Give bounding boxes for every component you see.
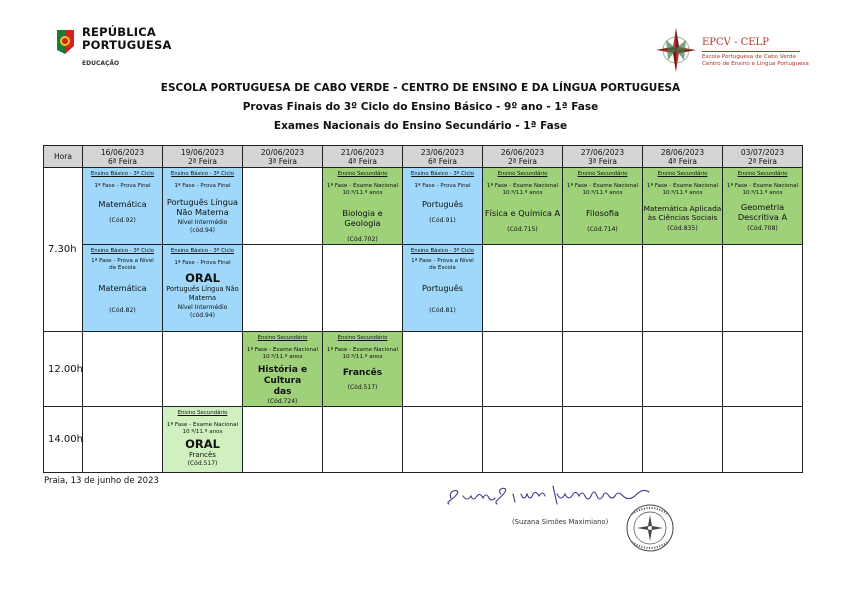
exam-phase: 1ª Fase - Exame Nacional xyxy=(166,422,239,428)
exam-phase: 1ª Fase - Exame Nacional xyxy=(726,183,799,189)
empty-cell xyxy=(563,245,643,332)
empty-cell xyxy=(483,245,563,332)
hour-cell: 12.00h xyxy=(44,332,83,407)
exam-level: Ensino Secundário xyxy=(577,171,628,177)
exam-phase: 1ª Fase - Prova a Nível de Escola xyxy=(91,258,154,271)
empty-cell xyxy=(723,245,803,332)
exam-subject: Matemática xyxy=(98,199,147,209)
exam-cell xyxy=(323,168,403,245)
col-header xyxy=(323,146,403,168)
exam-cell xyxy=(163,407,243,473)
col-date: 26/06/2023 xyxy=(500,147,545,157)
exam-level: Ensino Secundário xyxy=(657,171,708,177)
empty-cell xyxy=(243,245,323,332)
exam-subject: Francês xyxy=(342,368,383,378)
col-date: 21/06/2023 xyxy=(340,147,385,157)
exam-subject: Francês xyxy=(189,451,216,459)
exam-subject: Geometria Descritiva A xyxy=(737,202,788,222)
exam-cell xyxy=(243,332,323,407)
col-day: 6ª Feira xyxy=(428,156,457,166)
exam-code: (Cód.714) xyxy=(587,226,618,233)
empty-cell xyxy=(403,332,483,407)
exam-years: 10.º/11.º anos xyxy=(182,429,223,435)
empty-cell xyxy=(323,245,403,332)
exam-code: (Cód.724) xyxy=(267,398,298,405)
exam-level: Ensino Básico - 3º Ciclo xyxy=(90,248,155,254)
exam-code: (Cód.81) xyxy=(429,307,456,314)
exam-level: Ensino Secundário xyxy=(497,171,548,177)
exam-code: (Cód.91) xyxy=(429,217,456,224)
table-row xyxy=(44,168,803,245)
col-date: 23/06/2023 xyxy=(420,147,465,157)
col-header xyxy=(403,146,483,168)
col-header xyxy=(643,146,723,168)
col-day: 4ª Feira xyxy=(348,156,377,166)
col-date: 03/07/2023 xyxy=(740,147,785,157)
col-day: 3ª Feira xyxy=(588,156,617,166)
exam-cell xyxy=(643,168,723,245)
exam-level: Ensino Básico - 3º Ciclo xyxy=(90,171,155,177)
exam-subject: Matemática xyxy=(98,283,147,293)
compass-rose-icon xyxy=(654,26,698,76)
col-header xyxy=(163,146,243,168)
empty-cell xyxy=(563,332,643,407)
logo-line-3: EDUCAÇÃO xyxy=(82,60,120,67)
exam-level: Ensino Básico - 3º Ciclo xyxy=(170,171,235,177)
epcv-celp-logo xyxy=(654,26,809,78)
exam-subject: Biologia e Geologia xyxy=(342,208,383,228)
empty-cell xyxy=(83,332,163,407)
exam-phase: 1ª Fase - Exame Nacional xyxy=(566,183,639,189)
logo-divider xyxy=(702,51,800,52)
hour-cell: 14.00h xyxy=(44,407,83,473)
col-date: 16/06/2023 xyxy=(100,147,145,157)
col-header xyxy=(563,146,643,168)
exam-code: (Cód.702) xyxy=(347,236,378,243)
logo-subtitle-1: Escola Portuguesa de Cabo Verde xyxy=(702,54,796,60)
header-row xyxy=(44,146,803,168)
exam-level: Ensino Secundário xyxy=(257,335,308,341)
logo-line-2: PORTUGUESA xyxy=(82,38,172,52)
exam-code: (Cód.835) xyxy=(667,225,698,232)
exam-cell xyxy=(83,168,163,245)
empty-cell xyxy=(163,332,243,407)
col-date: 19/06/2023 xyxy=(180,147,225,157)
logo-line-1: REPÚBLICA xyxy=(82,25,156,39)
empty-cell xyxy=(643,245,723,332)
col-day: 6ª Feira xyxy=(108,156,137,166)
col-header xyxy=(243,146,323,168)
empty-cell xyxy=(723,407,803,473)
exam-phase: 1ª Fase - Prova Final xyxy=(174,183,231,189)
col-header xyxy=(483,146,563,168)
exam-years: 10.º/11.º anos xyxy=(662,190,703,196)
exam-code: (Cód.82) xyxy=(109,307,136,314)
exam-code: (cód.94) xyxy=(189,227,215,234)
exam-note: Nível Intermédio xyxy=(177,304,228,311)
exam-cell xyxy=(723,168,803,245)
empty-cell xyxy=(403,407,483,473)
exam-cell xyxy=(563,168,643,245)
exam-level: Ensino Básico - 3º Ciclo xyxy=(410,248,475,254)
exam-phase: 1ª Fase - Prova Final xyxy=(174,260,231,266)
exam-cell xyxy=(403,245,483,332)
exam-oral-label: ORAL xyxy=(185,271,220,285)
col-day: 4ª Feira xyxy=(668,156,697,166)
empty-cell xyxy=(243,168,323,245)
hour-header: Hora xyxy=(44,146,83,168)
exam-phase: 1ª Fase - Exame Nacional xyxy=(246,347,319,353)
table-row xyxy=(44,245,803,332)
logo-title: EPCV - CELP xyxy=(702,37,769,48)
exam-title-secondary: Exames Nacionais do Ensino Secundário - 1ª Fase xyxy=(273,120,568,132)
exam-code: (Cód.715) xyxy=(507,226,538,233)
exam-phase: 1ª Fase - Exame Nacional xyxy=(326,183,399,189)
exam-subject: Português xyxy=(421,199,464,209)
empty-cell xyxy=(243,407,323,473)
exam-cell xyxy=(83,245,163,332)
school-stamp-icon xyxy=(612,504,676,560)
col-day: 3ª Feira xyxy=(268,156,297,166)
exam-schedule-table xyxy=(43,145,802,467)
exam-phase: 1ª Fase - Prova Final xyxy=(414,183,471,189)
exam-cell xyxy=(483,168,563,245)
exam-years: 10.º/11.º anos xyxy=(742,190,783,196)
hour-cell: 7.30h xyxy=(44,168,83,332)
table-row xyxy=(44,332,803,407)
exam-level: Ensino Secundário xyxy=(337,335,388,341)
exam-subject: Português Língua Não Materna xyxy=(166,285,239,302)
exam-subject: Português Língua Não Materna xyxy=(166,197,239,217)
empty-cell xyxy=(483,332,563,407)
col-date: 20/06/2023 xyxy=(260,147,305,157)
exam-years: 10.º/11.º anos xyxy=(342,190,383,196)
empty-cell xyxy=(643,407,723,473)
col-day: 2ª Feira xyxy=(508,156,537,166)
exam-level: Ensino Secundário xyxy=(177,410,228,416)
signatory-name: (Suzana Simões Maximiano) xyxy=(512,518,609,526)
exam-code: (Cód.517) xyxy=(187,460,218,467)
col-header xyxy=(723,146,803,168)
exam-code: (Cód.708) xyxy=(747,225,778,232)
republica-portuguesa-logo xyxy=(55,26,175,72)
exam-level: Ensino Básico - 3º Ciclo xyxy=(410,171,475,177)
exam-level: Ensino Secundário xyxy=(737,171,788,177)
exam-phase: 1ª Fase - Prova Final xyxy=(94,183,151,189)
exam-cell xyxy=(163,245,243,332)
exam-oral-label: ORAL xyxy=(185,437,220,451)
exam-phase: 1ª Fase - Exame Nacional xyxy=(646,183,719,189)
exam-phase: 1ª Fase - Exame Nacional xyxy=(486,183,559,189)
empty-cell xyxy=(483,407,563,473)
exam-subject: Filosofia xyxy=(585,208,620,218)
empty-cell xyxy=(83,407,163,473)
empty-cell xyxy=(323,407,403,473)
exam-cell xyxy=(323,332,403,407)
exam-cell xyxy=(163,168,243,245)
exam-subject: História e Cultura das xyxy=(257,365,308,397)
exam-note: Nível Intermédio xyxy=(177,219,228,226)
exam-subject: Português xyxy=(421,283,464,293)
exam-phase: 1ª Fase - Exame Nacional xyxy=(326,347,399,353)
empty-cell xyxy=(643,332,723,407)
exam-title-basic: Provas Finais do 3º Ciclo do Ensino Básico - 9º ano - 1ª Fase xyxy=(242,101,599,113)
col-day: 2ª Feira xyxy=(188,156,217,166)
empty-cell xyxy=(723,332,803,407)
logo-subtitle-2: Centro de Ensino e Língua Portuguesa xyxy=(702,61,809,67)
table-row xyxy=(44,407,803,473)
exam-years: 10.º/11.º anos xyxy=(342,354,383,360)
exam-level: Ensino Básico - 3º Ciclo xyxy=(170,248,235,254)
document-date: Praia, 13 de junho de 2023 xyxy=(44,476,159,486)
empty-cell xyxy=(563,407,643,473)
exam-phase: 1ª Fase - Prova a Nível de Escola xyxy=(411,258,474,271)
exam-cell xyxy=(403,168,483,245)
col-day: 2ª Feira xyxy=(748,156,777,166)
col-header xyxy=(83,146,163,168)
portugal-flag-icon xyxy=(55,28,75,56)
exam-subject: Matemática Aplicada às Ciências Sociais xyxy=(643,204,722,222)
exam-subject: Física e Química A xyxy=(484,208,561,218)
col-date: 27/06/2023 xyxy=(580,147,625,157)
exam-code: (Cód.92) xyxy=(109,217,136,224)
exam-years: 10.º/11.º anos xyxy=(502,190,543,196)
col-date: 28/06/2023 xyxy=(660,147,705,157)
exam-years: 10.º/11.º anos xyxy=(262,354,303,360)
exam-code: (Cód.517) xyxy=(347,384,378,391)
exam-years: 10.º/11.º anos xyxy=(582,190,623,196)
exam-code: (cód.94) xyxy=(189,312,215,319)
school-title: ESCOLA PORTUGUESA DE CABO VERDE - CENTRO DE ENSINO E DA LÍNGUA PORTUGUESA xyxy=(160,82,681,94)
exam-level: Ensino Secundário xyxy=(337,171,388,177)
